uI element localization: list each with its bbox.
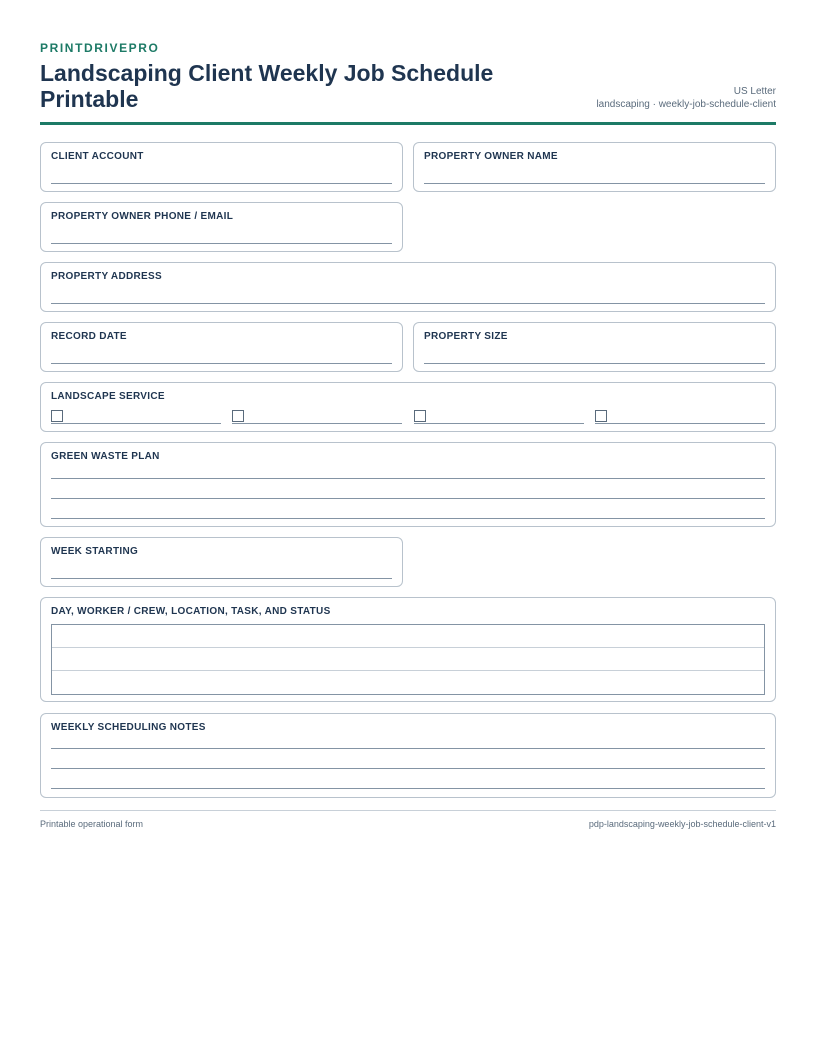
property-size-label: PROPERTY SIZE <box>424 331 508 342</box>
page-title: Landscaping Client Weekly Job Schedule Printable <box>40 60 494 112</box>
green-waste-plan-line-3[interactable] <box>51 518 765 519</box>
property-owner-name-field <box>413 142 776 192</box>
table-row[interactable] <box>52 648 764 671</box>
property-size-input-line[interactable] <box>424 363 765 364</box>
green-waste-plan-field <box>40 442 776 527</box>
checkbox[interactable] <box>595 410 607 422</box>
checkbox[interactable] <box>51 410 63 422</box>
property-address-field <box>40 262 776 312</box>
client-account-input-line[interactable] <box>51 183 392 184</box>
week-starting-field <box>40 537 403 587</box>
green-waste-plan-label: GREEN WASTE PLAN <box>51 451 160 462</box>
weekly-notes-line-1[interactable] <box>51 748 765 749</box>
paper-size: US Letter <box>733 86 776 97</box>
page-meta <box>596 85 776 111</box>
landscape-service-option[interactable] <box>414 408 584 424</box>
weekly-notes-line-2[interactable] <box>51 768 765 769</box>
landscape-service-option[interactable] <box>595 408 765 424</box>
schedule-table-field <box>40 597 776 702</box>
table-row[interactable] <box>52 671 764 694</box>
week-starting-label: WEEK STARTING <box>51 546 139 557</box>
footer-left-text: Printable operational form <box>40 819 144 829</box>
record-date-field <box>40 322 403 372</box>
weekly-notes-label: WEEKLY SCHEDULING NOTES <box>51 722 206 733</box>
property-address-label: PROPERTY ADDRESS <box>51 271 162 282</box>
property-owner-contact-label: PROPERTY OWNER PHONE / EMAIL <box>51 211 234 222</box>
property-owner-contact-input-line[interactable] <box>51 243 392 244</box>
schedule-table <box>51 624 765 695</box>
option-write-line <box>51 423 221 424</box>
weekly-notes-field <box>40 713 776 798</box>
client-account-label: CLIENT ACCOUNT <box>51 151 144 162</box>
footer-form-id: pdp-landscaping-weekly-job-schedule-client-v1 <box>588 819 776 829</box>
table-row[interactable] <box>52 625 764 648</box>
green-waste-plan-line-1[interactable] <box>51 478 765 479</box>
brand-logo: PRINTDRIVEPRO <box>40 41 160 55</box>
option-write-line <box>595 423 765 424</box>
property-size-field <box>413 322 776 372</box>
checkbox[interactable] <box>232 410 244 422</box>
landscape-service-option[interactable] <box>51 408 221 424</box>
header-rule <box>40 122 776 125</box>
weekly-notes-line-3[interactable] <box>51 788 765 789</box>
property-owner-name-label: PROPERTY OWNER NAME <box>424 151 558 162</box>
record-date-label: RECORD DATE <box>51 331 127 342</box>
schedule-table-label: DAY, WORKER / CREW, LOCATION, TASK, AND STATUS <box>51 606 331 617</box>
client-account-field <box>40 142 403 192</box>
record-date-input-line[interactable] <box>51 363 392 364</box>
landscape-service-field <box>40 382 776 432</box>
property-owner-contact-field <box>40 202 403 252</box>
footer-rule <box>40 810 776 811</box>
form-tags: landscaping · weekly-job-schedule-client <box>596 99 776 110</box>
checkbox[interactable] <box>414 410 426 422</box>
green-waste-plan-line-2[interactable] <box>51 498 765 499</box>
option-write-line <box>232 423 402 424</box>
landscape-service-label: LANDSCAPE SERVICE <box>51 391 165 402</box>
property-owner-name-input-line[interactable] <box>424 183 765 184</box>
week-starting-input-line[interactable] <box>51 578 392 579</box>
landscape-service-option[interactable] <box>232 408 402 424</box>
property-address-input-line[interactable] <box>51 303 765 304</box>
option-write-line <box>414 423 584 424</box>
